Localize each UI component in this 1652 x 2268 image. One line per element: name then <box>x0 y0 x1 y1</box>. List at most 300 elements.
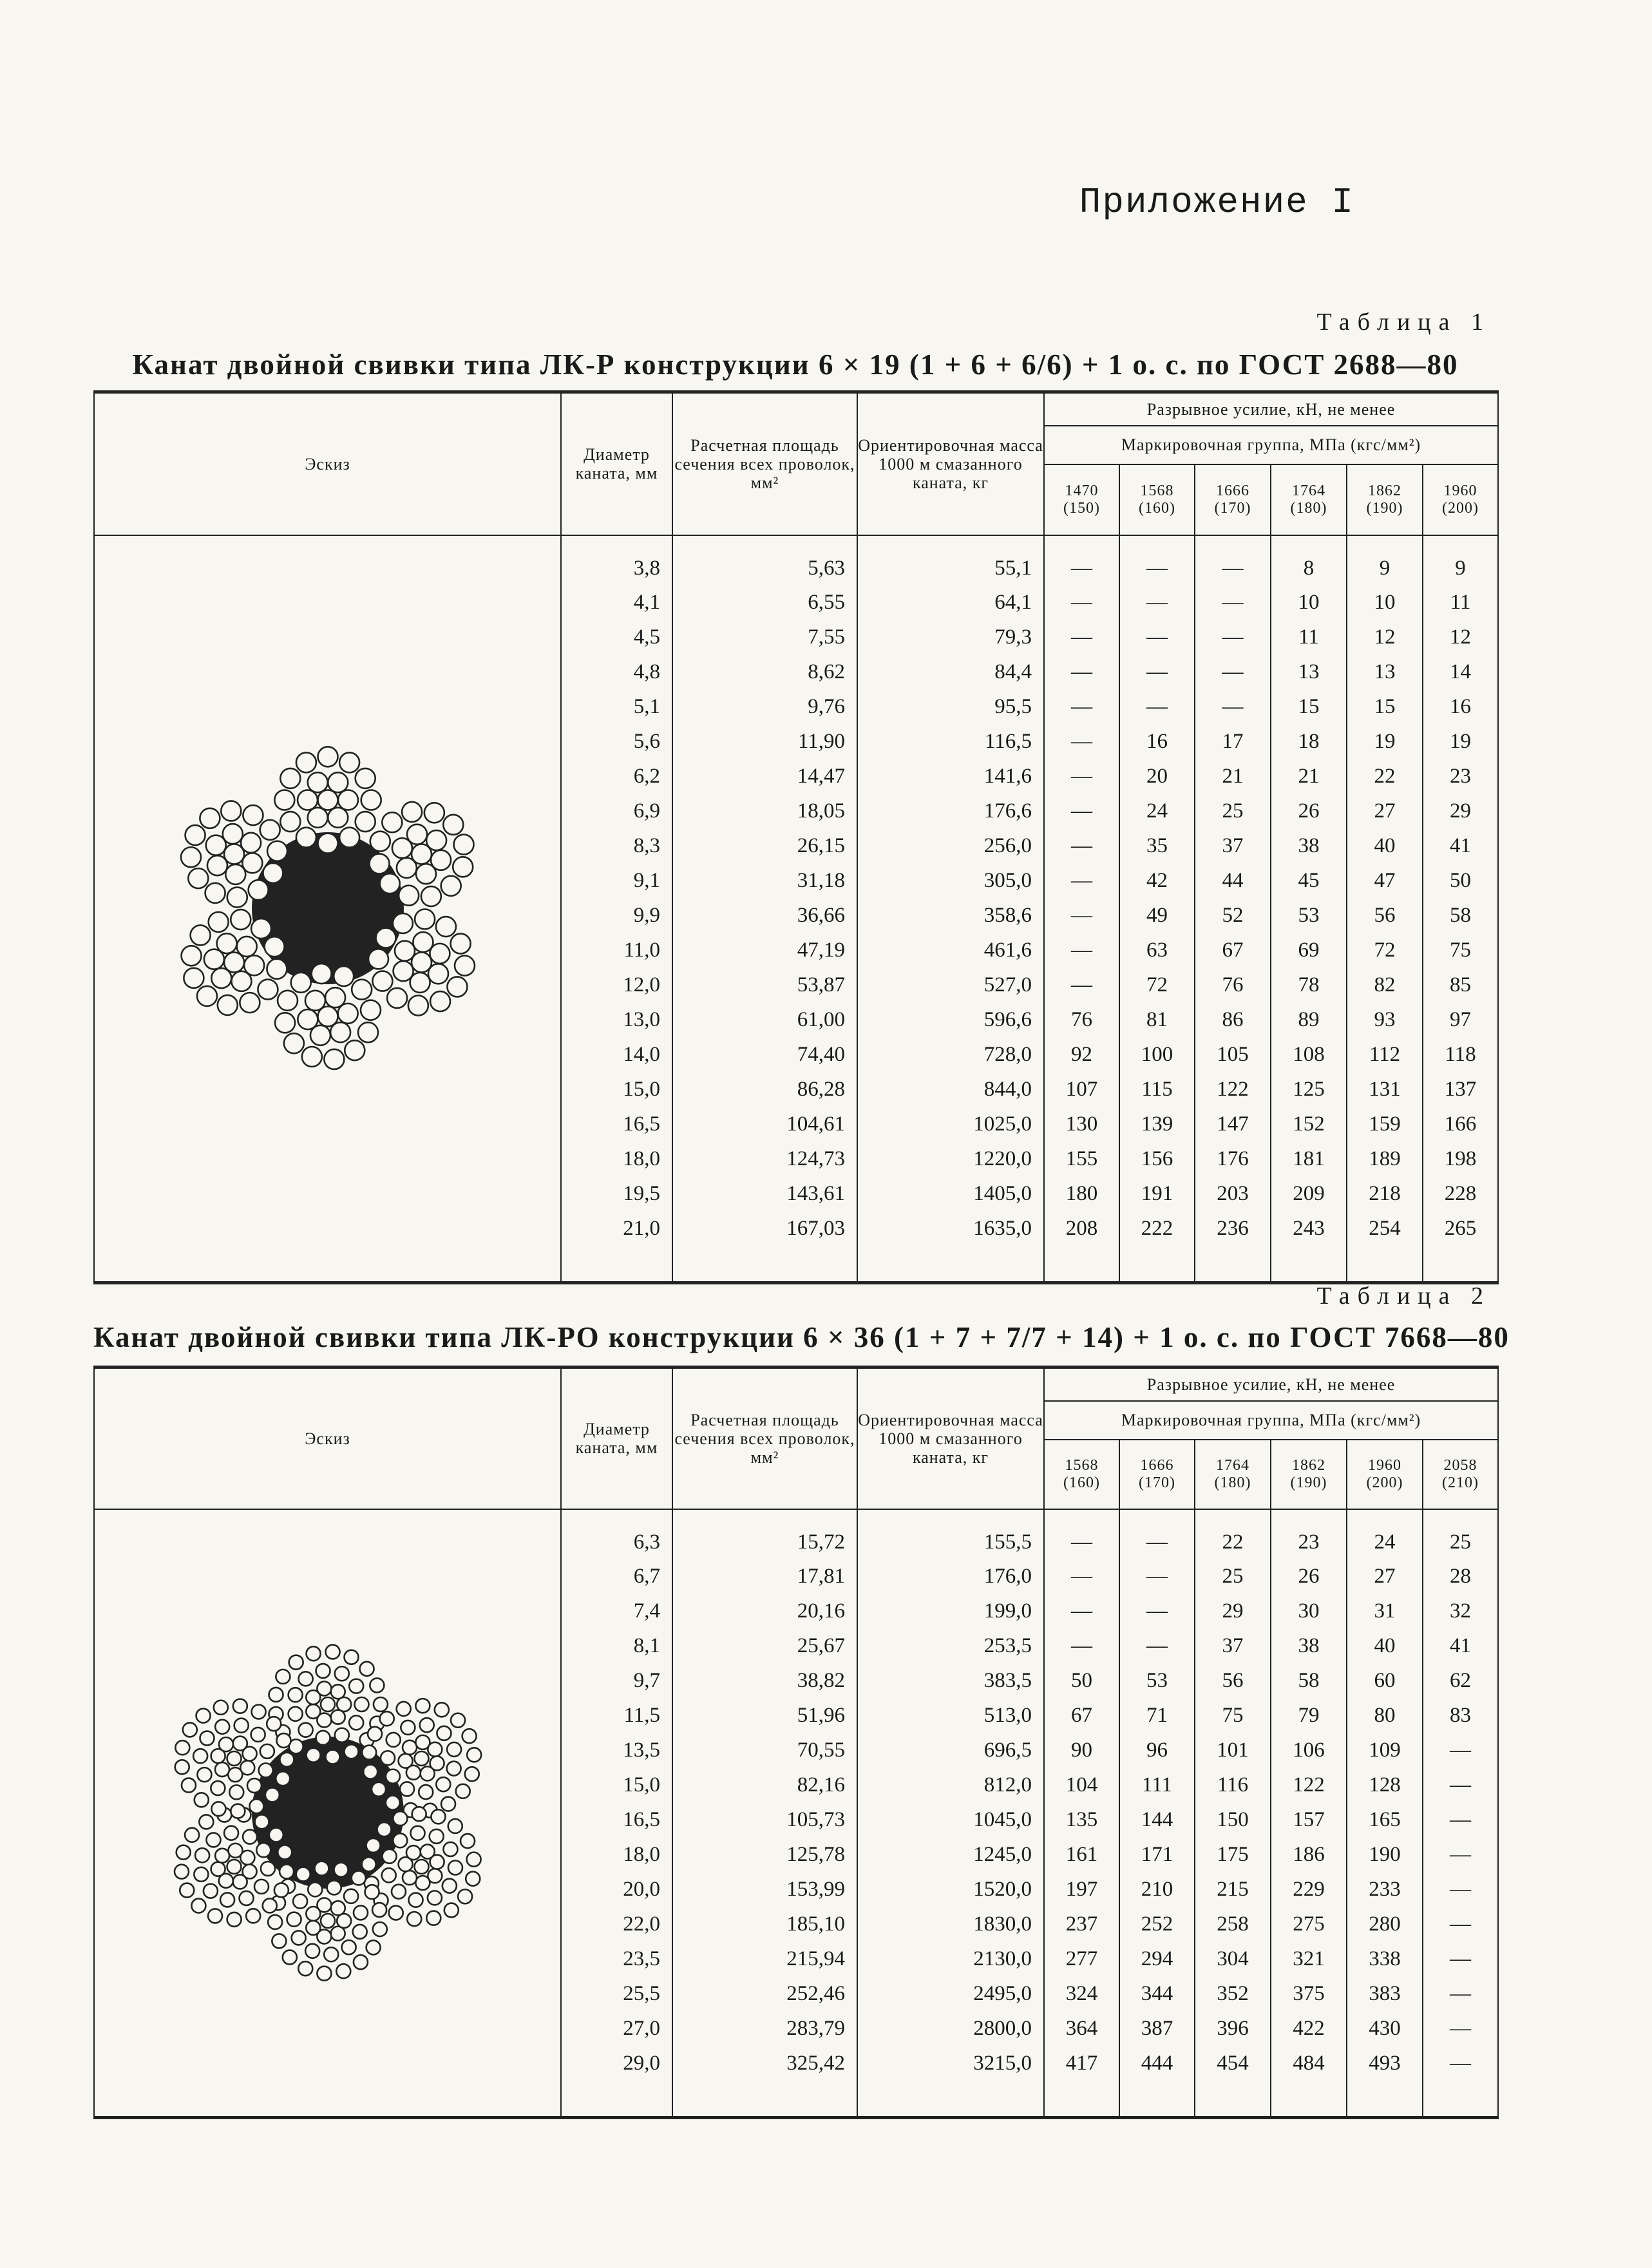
table-cell: — <box>1044 759 1119 794</box>
table-cell: 13 <box>1271 655 1347 690</box>
table-cell: 131 <box>1347 1072 1423 1107</box>
filler-cell <box>672 1246 857 1283</box>
table-cell: 1045,0 <box>857 1803 1044 1838</box>
table-cell: 25 <box>1195 1559 1271 1594</box>
grade-header: 1862 (190) <box>1347 464 1423 535</box>
table-cell: 11 <box>1271 620 1347 655</box>
table-cell: 147 <box>1195 1107 1271 1142</box>
table-cell: 13,5 <box>561 1733 672 1768</box>
table-cell: 277 <box>1044 1942 1119 1977</box>
strength-header: Разрывное усилие, кН, не менее <box>1044 392 1498 426</box>
table-cell: 527,0 <box>857 968 1044 1003</box>
table-cell: 84,4 <box>857 655 1044 690</box>
table-cell: 5,1 <box>561 690 672 725</box>
table-cell: 74,40 <box>672 1038 857 1072</box>
table-cell: 728,0 <box>857 1038 1044 1072</box>
area-header: Расчетная площадь сечения всех проволок, мм² <box>672 1367 857 1509</box>
table-cell: 45 <box>1271 864 1347 899</box>
table-cell: 55,1 <box>857 535 1044 586</box>
table-cell: 15 <box>1271 690 1347 725</box>
table-cell: 352 <box>1195 1977 1271 2012</box>
table-cell: 92 <box>1044 1038 1119 1072</box>
table-cell: 64,1 <box>857 586 1044 620</box>
table-cell: 215 <box>1195 1873 1271 1907</box>
table-cell: 4,8 <box>561 655 672 690</box>
table-cell: 1830,0 <box>857 1907 1044 1942</box>
strand <box>369 802 473 906</box>
table-cell: 155,5 <box>857 1509 1044 1559</box>
table-cell: 444 <box>1119 2046 1195 2081</box>
table1-label: Таблица 1 <box>1316 309 1491 336</box>
rope-cross-section-sketch <box>94 1509 561 2118</box>
table-cell: 6,7 <box>561 1559 672 1594</box>
table-cell: 52 <box>1195 899 1271 933</box>
table-cell: 243 <box>1271 1212 1347 1246</box>
table-cell: 3,8 <box>561 535 672 586</box>
table-cell: 150 <box>1195 1803 1271 1838</box>
table-cell: 47,19 <box>672 933 857 968</box>
table-cell: 10 <box>1347 586 1423 620</box>
table-cell: 115 <box>1119 1072 1195 1107</box>
table-cell: 116,5 <box>857 725 1044 759</box>
table-cell: 222 <box>1119 1212 1195 1246</box>
table-cell: 21 <box>1271 759 1347 794</box>
table-cell: 237 <box>1044 1907 1119 1942</box>
table-cell: 233 <box>1347 1873 1423 1907</box>
table-cell: 17,81 <box>672 1559 857 1594</box>
mass-header: Ориентировочная масса 1000 м смазанного каната, кг <box>857 392 1044 535</box>
table-cell: 41 <box>1423 829 1498 864</box>
table-cell: 25,5 <box>561 1977 672 2012</box>
table-cell: 181 <box>1271 1142 1347 1177</box>
table-cell: 105 <box>1195 1038 1271 1072</box>
table-cell: 83 <box>1423 1699 1498 1733</box>
table-cell: 31,18 <box>672 864 857 899</box>
table-cell: 7,4 <box>561 1594 672 1629</box>
table-cell: 185,10 <box>672 1907 857 1942</box>
grade-header: 1960 (200) <box>1423 464 1498 535</box>
table-cell: 280 <box>1347 1907 1423 1942</box>
table-cell: 26,15 <box>672 829 857 864</box>
table-cell: 696,5 <box>857 1733 1044 1768</box>
table-cell: 56 <box>1195 1664 1271 1699</box>
table-cell: 23 <box>1423 759 1498 794</box>
filler-cell <box>561 1246 672 1283</box>
table-cell: 29 <box>1423 794 1498 829</box>
table-cell: 13 <box>1347 655 1423 690</box>
table-cell: 338 <box>1347 1942 1423 1977</box>
table-cell: — <box>1044 535 1119 586</box>
table-cell: 167,03 <box>672 1212 857 1246</box>
table-cell: 31 <box>1347 1594 1423 1629</box>
table-cell: — <box>1195 535 1271 586</box>
table-cell: — <box>1119 690 1195 725</box>
table-cell: 18 <box>1271 725 1347 759</box>
table-cell: 5,63 <box>672 535 857 586</box>
table-cell: 6,55 <box>672 586 857 620</box>
table-cell: 100 <box>1119 1038 1195 1072</box>
area-header: Расчетная площадь сечения всех проволок, мм² <box>672 392 857 535</box>
table-cell: 210 <box>1119 1873 1195 1907</box>
filler-cell <box>1044 1246 1119 1283</box>
filler-cell <box>857 1246 1044 1283</box>
table-cell: 60 <box>1347 1664 1423 1699</box>
table-cell: 82 <box>1347 968 1423 1003</box>
table-cell: 159 <box>1347 1107 1423 1142</box>
table-cell: — <box>1423 1873 1498 1907</box>
table-cell: 364 <box>1044 2012 1119 2046</box>
table-cell: 197 <box>1044 1873 1119 1907</box>
table-cell: 50 <box>1044 1664 1119 1699</box>
table-cell: — <box>1423 2012 1498 2046</box>
table-cell: — <box>1044 794 1119 829</box>
table-cell: 36,66 <box>672 899 857 933</box>
table-cell: 2800,0 <box>857 2012 1044 2046</box>
table-cell: — <box>1119 535 1195 586</box>
table-cell: 1405,0 <box>857 1177 1044 1212</box>
filler-cell <box>1347 2081 1423 2118</box>
grade-header: 1568 (160) <box>1044 1440 1119 1509</box>
table-cell: — <box>1119 655 1195 690</box>
table-cell: 104 <box>1044 1768 1119 1803</box>
table-cell: 96 <box>1119 1733 1195 1768</box>
table-cell: 69 <box>1271 933 1347 968</box>
table-cell: — <box>1195 586 1271 620</box>
mass-header: Ориентировочная масса 1000 м смазанного каната, кг <box>857 1367 1044 1509</box>
table-cell: — <box>1044 655 1119 690</box>
table-cell: 25,67 <box>672 1629 857 1664</box>
table-cell: 176,0 <box>857 1559 1044 1594</box>
table-cell: — <box>1195 690 1271 725</box>
table-cell: 97 <box>1423 1003 1498 1038</box>
grade-header: 1764 (180) <box>1195 1440 1271 1509</box>
table-cell: 61,00 <box>672 1003 857 1038</box>
table-cell: 82,16 <box>672 1768 857 1803</box>
table-cell: 21,0 <box>561 1212 672 1246</box>
table-cell: — <box>1044 1559 1119 1594</box>
table-cell: — <box>1423 1803 1498 1838</box>
table-cell: 16,5 <box>561 1107 672 1142</box>
table-cell: — <box>1044 968 1119 1003</box>
table-cell: 38,82 <box>672 1664 857 1699</box>
table-cell: 11 <box>1423 586 1498 620</box>
table-cell: 228 <box>1423 1177 1498 1212</box>
table-cell: — <box>1119 1629 1195 1664</box>
table-cell: 596,6 <box>857 1003 1044 1038</box>
table-cell: 7,55 <box>672 620 857 655</box>
filler-cell <box>1195 2081 1271 2118</box>
table-cell: 454 <box>1195 2046 1271 2081</box>
table-cell: 265 <box>1423 1212 1498 1246</box>
table-cell: 37 <box>1195 829 1271 864</box>
table-cell: 2495,0 <box>857 1977 1044 2012</box>
appendix-title: Приложение I <box>1079 182 1354 223</box>
table-row <box>94 1509 1498 1559</box>
filler-cell <box>1119 2081 1195 2118</box>
table-cell: 139 <box>1119 1107 1195 1142</box>
table-cell: 180 <box>1044 1177 1119 1212</box>
table-cell: 80 <box>1347 1699 1423 1733</box>
table-cell: 58 <box>1271 1664 1347 1699</box>
table-cell: 76 <box>1044 1003 1119 1038</box>
table-cell: 20 <box>1119 759 1195 794</box>
filler-cell <box>857 2081 1044 2118</box>
table-cell: 49 <box>1119 899 1195 933</box>
table-cell: 72 <box>1119 968 1195 1003</box>
table-cell: 85 <box>1423 968 1498 1003</box>
table1-title: Канат двойной свивки типа ЛК-Р конструкции 6 × 19 (1 + 6 + 6/6) + 1 о. с. по ГОСТ 2688—80 <box>132 348 1459 381</box>
table-cell: 106 <box>1271 1733 1347 1768</box>
table-cell: 10 <box>1271 586 1347 620</box>
table-cell: 9,7 <box>561 1664 672 1699</box>
table-cell: 14,47 <box>672 759 857 794</box>
table-cell: 122 <box>1271 1768 1347 1803</box>
table-cell: 72 <box>1347 933 1423 968</box>
table-cell: 275 <box>1271 1907 1347 1942</box>
table-cell: 125 <box>1271 1072 1347 1107</box>
table-cell: — <box>1044 1509 1119 1559</box>
table-cell: 81 <box>1119 1003 1195 1038</box>
rope-cross-section-sketch <box>94 535 561 1283</box>
filler-cell <box>1347 1246 1423 1283</box>
table-cell: 15,0 <box>561 1072 672 1107</box>
table-cell: 24 <box>1119 794 1195 829</box>
table-cell: 430 <box>1347 2012 1423 2046</box>
strand <box>181 910 287 1015</box>
table-cell: 13,0 <box>561 1003 672 1038</box>
group-header: Маркировочная группа, МПа (кгс/мм²) <box>1044 1401 1498 1440</box>
table-cell: 40 <box>1347 829 1423 864</box>
table-cell: 125,78 <box>672 1838 857 1873</box>
table-cell: 51,96 <box>672 1699 857 1733</box>
table-cell: 324 <box>1044 1977 1119 2012</box>
table-cell: — <box>1119 1559 1195 1594</box>
table-cell: 116 <box>1195 1768 1271 1803</box>
table-cell: 5,6 <box>561 725 672 759</box>
diameter-header: Диаметр каната, мм <box>561 1367 672 1509</box>
table-cell: — <box>1423 2046 1498 2081</box>
table-cell: 23 <box>1271 1509 1347 1559</box>
table-cell: 63 <box>1119 933 1195 968</box>
filler-cell <box>1271 2081 1347 2118</box>
table-cell: 50 <box>1423 864 1498 899</box>
table-cell: 86,28 <box>672 1072 857 1107</box>
table-cell: 35 <box>1119 829 1195 864</box>
table-cell: 107 <box>1044 1072 1119 1107</box>
table-cell: 108 <box>1271 1038 1347 1072</box>
table-cell: 141,6 <box>857 759 1044 794</box>
grade-header: 1666 (170) <box>1195 464 1271 535</box>
table-cell: 218 <box>1347 1177 1423 1212</box>
table-cell: 30 <box>1271 1594 1347 1629</box>
filler-cell <box>672 2081 857 2118</box>
table-cell: 190 <box>1347 1838 1423 1873</box>
table-cell: 156 <box>1119 1142 1195 1177</box>
table-cell: 9,1 <box>561 864 672 899</box>
table-cell: 32 <box>1423 1594 1498 1629</box>
table-cell: 236 <box>1195 1212 1271 1246</box>
table-cell: 111 <box>1119 1768 1195 1803</box>
table-cell: 208 <box>1044 1212 1119 1246</box>
table-cell: — <box>1119 620 1195 655</box>
table-cell: 294 <box>1119 1942 1195 1977</box>
table-cell: 137 <box>1423 1072 1498 1107</box>
table-cell: 493 <box>1347 2046 1423 2081</box>
table-cell: 40 <box>1347 1629 1423 1664</box>
table-cell: 1520,0 <box>857 1873 1044 1907</box>
rope-sketch-drawing <box>147 1632 508 1993</box>
table-cell: 15,0 <box>561 1768 672 1803</box>
table-cell: 358,6 <box>857 899 1044 933</box>
table-cell: 6,3 <box>561 1509 672 1559</box>
table-cell: 8 <box>1271 535 1347 586</box>
table-cell: 229 <box>1271 1873 1347 1907</box>
table-cell: 53,87 <box>672 968 857 1003</box>
table-cell: 25 <box>1423 1509 1498 1559</box>
table-cell: 1635,0 <box>857 1212 1044 1246</box>
table-cell: 258 <box>1195 1907 1271 1942</box>
table-cell: — <box>1044 933 1119 968</box>
sketch-header: Эскиз <box>94 392 561 535</box>
table-cell: 256,0 <box>857 829 1044 864</box>
table-cell: 8,3 <box>561 829 672 864</box>
table-cell: 95,5 <box>857 690 1044 725</box>
table-cell: 165 <box>1347 1803 1423 1838</box>
table-cell: 383,5 <box>857 1664 1044 1699</box>
table-cell: 27 <box>1347 1559 1423 1594</box>
table-cell: 9 <box>1347 535 1423 586</box>
table-cell: 283,79 <box>672 2012 857 2046</box>
table-cell: 109 <box>1347 1733 1423 1768</box>
table-cell: 26 <box>1271 794 1347 829</box>
table1 <box>93 390 1497 1284</box>
table-cell: — <box>1423 1907 1498 1942</box>
table-cell: 12 <box>1423 620 1498 655</box>
filler-cell <box>1195 1246 1271 1283</box>
table-cell: 23,5 <box>561 1942 672 1977</box>
table-cell: 484 <box>1271 2046 1347 2081</box>
table2 <box>93 1366 1497 2119</box>
table-cell: 513,0 <box>857 1699 1044 1733</box>
table-cell: 844,0 <box>857 1072 1044 1107</box>
table-cell: 6,9 <box>561 794 672 829</box>
sketch-header: Эскиз <box>94 1367 561 1509</box>
table-cell: 16,5 <box>561 1803 672 1838</box>
table-cell: 86 <box>1195 1003 1271 1038</box>
table-cell: 9,76 <box>672 690 857 725</box>
table-cell: 253,5 <box>857 1629 1044 1664</box>
table-cell: 11,90 <box>672 725 857 759</box>
table-cell: 161 <box>1044 1838 1119 1873</box>
table-cell: 47 <box>1347 864 1423 899</box>
table-cell: 461,6 <box>857 933 1044 968</box>
table-cell: 37 <box>1195 1629 1271 1664</box>
table-cell: 118 <box>1423 1038 1498 1072</box>
table-cell: 27,0 <box>561 2012 672 2046</box>
table-cell: — <box>1044 899 1119 933</box>
filler-cell <box>1119 1246 1195 1283</box>
table-cell: 42 <box>1119 864 1195 899</box>
table-cell: 155 <box>1044 1142 1119 1177</box>
table-cell: 812,0 <box>857 1768 1044 1803</box>
table-cell: 325,42 <box>672 2046 857 2081</box>
table-cell: 8,1 <box>561 1629 672 1664</box>
table-cell: 15 <box>1347 690 1423 725</box>
grade-header: 1764 (180) <box>1271 464 1347 535</box>
table-cell: 56 <box>1347 899 1423 933</box>
table-cell: 176 <box>1195 1142 1271 1177</box>
table-cell: 101 <box>1195 1733 1271 1768</box>
table-cell: 157 <box>1271 1803 1347 1838</box>
table-cell: 1220,0 <box>857 1142 1044 1177</box>
table-cell: 53 <box>1271 899 1347 933</box>
table-cell: — <box>1119 1594 1195 1629</box>
group-header: Маркировочная группа, МПа (кгс/мм²) <box>1044 426 1498 464</box>
table-cell: 14,0 <box>561 1038 672 1072</box>
table-cell: 19 <box>1423 725 1498 759</box>
table-cell: 1245,0 <box>857 1838 1044 1873</box>
table-cell: 11,5 <box>561 1699 672 1733</box>
table-cell: 422 <box>1271 2012 1347 2046</box>
table-cell: — <box>1423 1942 1498 1977</box>
table-cell: 11,0 <box>561 933 672 968</box>
table-cell: — <box>1423 1733 1498 1768</box>
table-cell: 75 <box>1195 1699 1271 1733</box>
table-cell: 78 <box>1271 968 1347 1003</box>
table-cell: 22 <box>1347 759 1423 794</box>
grade-header: 1568 (160) <box>1119 464 1195 535</box>
table-cell: 38 <box>1271 1629 1347 1664</box>
table-cell: 396 <box>1195 2012 1271 2046</box>
filler-cell <box>1423 2081 1498 2118</box>
table-cell: 20,16 <box>672 1594 857 1629</box>
table-cell: 375 <box>1271 1977 1347 2012</box>
table-cell: 344 <box>1119 1977 1195 2012</box>
table-cell: 71 <box>1119 1699 1195 1733</box>
strand <box>274 747 381 853</box>
table-cell: 22 <box>1195 1509 1271 1559</box>
table-cell: 252 <box>1119 1907 1195 1942</box>
table-cell: 215,94 <box>672 1942 857 1977</box>
table-cell: 14 <box>1423 655 1498 690</box>
table-cell: 191 <box>1119 1177 1195 1212</box>
table-cell: 27 <box>1347 794 1423 829</box>
table-cell: 67 <box>1195 933 1271 968</box>
table-cell: — <box>1119 1509 1195 1559</box>
table-cell: 252,46 <box>672 1977 857 2012</box>
table-cell: 70,55 <box>672 1733 857 1768</box>
table-cell: 305,0 <box>857 864 1044 899</box>
table-cell: 254 <box>1347 1212 1423 1246</box>
table-cell: — <box>1044 725 1119 759</box>
table-cell: — <box>1044 1629 1119 1664</box>
table-cell: 130 <box>1044 1107 1119 1142</box>
table-cell: 143,61 <box>672 1177 857 1212</box>
table-cell: 25 <box>1195 794 1271 829</box>
table-cell: 176,6 <box>857 794 1044 829</box>
table-cell: 6,2 <box>561 759 672 794</box>
table-cell: — <box>1044 620 1119 655</box>
table-cell: 186 <box>1271 1838 1347 1873</box>
filler-cell <box>1423 1246 1498 1283</box>
filler-cell <box>1271 1246 1347 1283</box>
table-cell: 18,0 <box>561 1142 672 1177</box>
table-cell: 90 <box>1044 1733 1119 1768</box>
table-cell: 8,62 <box>672 655 857 690</box>
grade-header: 1470 (150) <box>1044 464 1119 535</box>
table-cell: 189 <box>1347 1142 1423 1177</box>
table-cell: 19 <box>1347 725 1423 759</box>
